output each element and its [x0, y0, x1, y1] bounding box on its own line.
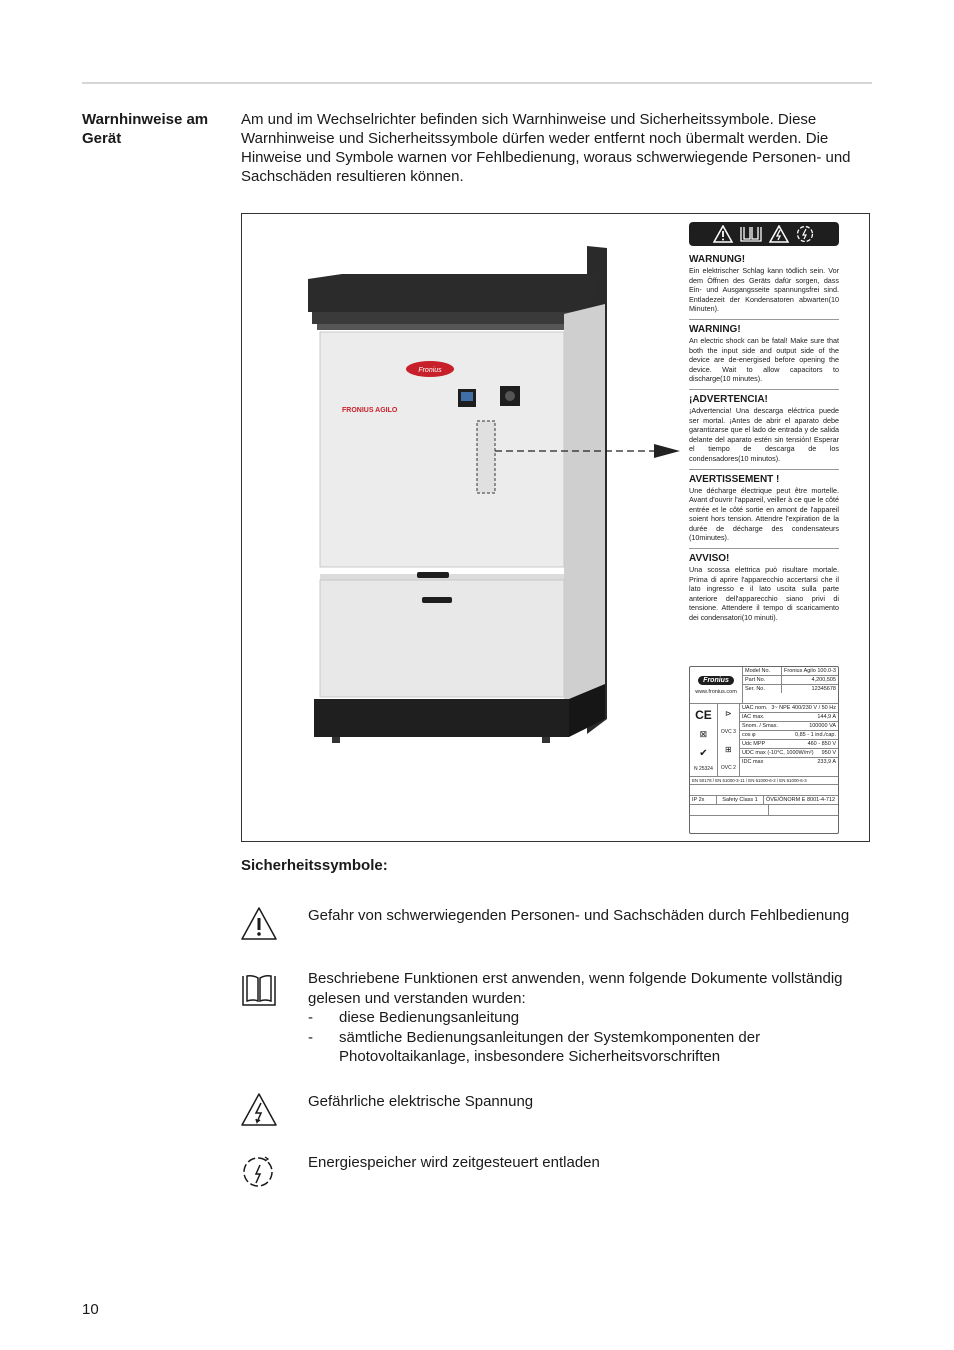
electric-voltage-icon — [769, 225, 789, 243]
warning-it: AVVISO! Una scossa elettrica può risultare mortale. Prima di aprire l'apparecchio accertarsi che il lato ingresso e il lato uscita sulla parte anteriore dell'apparecchio siano privi di tensione. Attendere il tempo di scaricamento dei condensatori(10 minuti). — [689, 553, 839, 623]
svg-text:FRONIUS AGILO: FRONIUS AGILO — [342, 407, 398, 414]
list-item: - diese Bedienungsanleitung — [308, 1009, 520, 1026]
list-item: - sämtliche Bedienungsanleitungen der Systemkomponenten der Photovoltaikanlage, insbesondere Sicherheitsvorschriften — [308, 1028, 761, 1065]
device-figure — [241, 213, 870, 842]
warning-es: ¡ADVERTENCIA! ¡Advertencia! Una descarga eléctrica puede ser mortal. ¡Antes de abrir el aparato debe garantizarse que el lado de entrada y de salida delante del aparato estén sin tensión! Esperar el tiempo de descarga de los condensadores(10 minutos). — [689, 394, 839, 470]
symbols-heading: Sicherheitssymbole: — [241, 857, 388, 874]
header-rule — [82, 82, 872, 84]
nameplate-logo: Fronius — [698, 676, 734, 685]
page-number: 10 — [82, 1301, 99, 1318]
ac-output-icon: ⊳ — [725, 709, 732, 719]
warning-de: WARNUNG! Ein elektrischer Schlag kann tödlich sein. Vor dem Öffnen des Geräts dafür sorgen, dass Ein- und Ausgangsseite spannungsfrei sind. Entladezeit der Kondensatoren abwarten(10 Minuten). — [689, 254, 839, 320]
nameplate-website: www.fronius.com — [695, 688, 737, 695]
weee-bin-icon: ⊠ — [699, 729, 708, 740]
ce-mark-icon: CE — [695, 707, 712, 722]
electric-voltage-icon — [241, 1092, 277, 1128]
warning-label — [689, 222, 839, 623]
timed-discharge-icon — [241, 1153, 277, 1189]
nameplate: Fronius www.fronius.com Model No. Fronius Agilo 100.0-3 Part No. 4,200,505 Ser. No. 12345678 CE ⊠ ✔ N 25324 ⊳ OVC 3 ⊞ OVC 2 UAC nom. 3~ NPE 400/230 V / 50 Hz IAC max. 144,9 A Snom. / Smax. 100000 VA cos φ 0,85 - 1 ind./cap. Udc MPP 460 - 850 V UDC max (-10°C, 1000W/m²) 950 V IDC max 233,9 A EN 50178 / EN 61000-3-11 / EN 61000-6-2 / EN 61000-6-3 IP 2x Safety Class 1 ÖVE/ÖNORM E 8001-4-712 — [689, 666, 839, 834]
warning-fr: AVERTISSEMENT ! Une décharge électrique peut être mortelle. Avant d'ouvrir l'appareil, veiller à ce que le côté entrée et le côté sortie en amont de l'appareil soient hors tension. Attendre l'expiration de la durée de décharge des condensateurs (10minutes). — [689, 474, 839, 550]
svg-text:Fronius: Fronius — [418, 367, 442, 374]
manual-book-icon — [739, 225, 763, 243]
warning-triangle-icon — [713, 225, 733, 243]
dc-input-icon: ⊞ — [725, 745, 732, 755]
manual-book-icon — [241, 972, 277, 1008]
intro-paragraph: Am und im Wechselrichter befinden sich Warnhinweise und Sicherheitssymbole. Diese Warnhinweise und Sicherheitssymbole dürfen weder entfernt noch übermalt werden. Die Hinweise und Symbole warnen vor Fehlbedienung, woraus schwerwiegende Personen- und Sachschäden resultieren können. — [241, 111, 851, 185]
label-symbol-bar — [689, 222, 839, 246]
section-heading: Warnhinweise am Gerät — [82, 111, 209, 147]
warning-en: WARNING! An electric shock can be fatal! Make sure that both the input side and output side of the device are de-energised before opening the device. Wait to allow capacitors to discharge(10 minutes). — [689, 324, 839, 390]
certification-mark-icon: ✔ — [699, 747, 708, 759]
warning-triangle-icon — [241, 906, 277, 942]
timed-discharge-icon — [795, 225, 815, 243]
